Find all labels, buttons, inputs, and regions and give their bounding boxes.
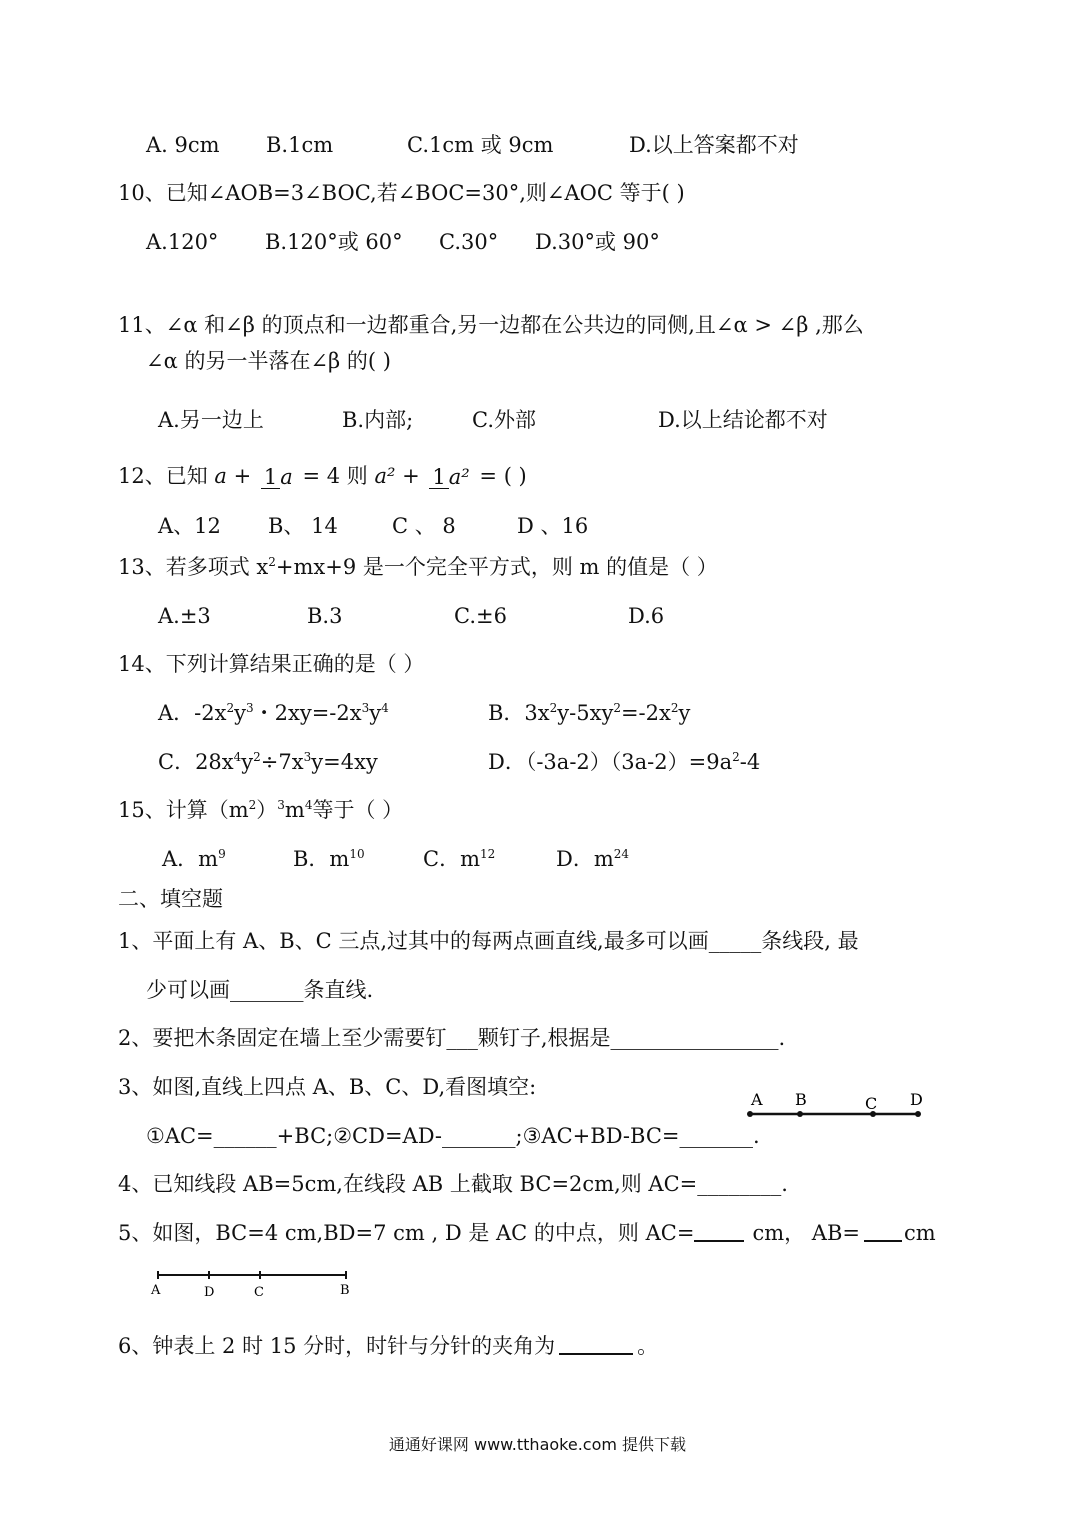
q10-option-d: D.30°或 90° bbox=[535, 230, 660, 254]
q13-option-a: A.±3 bbox=[158, 604, 211, 628]
q12-a2-plus: a² + bbox=[374, 464, 420, 488]
f3-point-d bbox=[915, 1111, 921, 1117]
q12-fraction-1: 1 a bbox=[261, 466, 293, 489]
q13-question: 13、若多项式 $x^2+mx+9$ 是一个完全平方式，则 m 的值是（ ） bbox=[118, 555, 718, 579]
q9-option-d: D.以上答案都不对 bbox=[629, 133, 799, 157]
q12-tail: = ( ) bbox=[479, 464, 527, 488]
q11-option-d: D.以上结论都不对 bbox=[658, 408, 828, 432]
f4-question: 4、已知线段 AB=5cm,在线段 AB 上截取 BC=2cm,则 AC=________. bbox=[118, 1172, 788, 1196]
f3-question-cont: ①AC=______+BC;②CD=AD-_______;③AC+BD-BC=_______. bbox=[146, 1124, 760, 1148]
q11-option-a: A.另一边上 bbox=[158, 408, 264, 432]
f5-label-b: B bbox=[340, 1283, 350, 1298]
q9-option-c: C.1cm 或 9cm bbox=[407, 133, 554, 157]
q15-option-b: B．$m^{10}$ bbox=[293, 847, 365, 871]
q14-option-d: D．$(-3a-2)(3a-2)=9a^2-4$ bbox=[488, 750, 761, 774]
f3-label-b: B bbox=[795, 1090, 807, 1109]
f5-label-c: C bbox=[254, 1285, 264, 1300]
f5-blank-ab[interactable] bbox=[864, 1220, 902, 1242]
q9-option-b: B.1cm bbox=[266, 133, 334, 157]
q13-option-b: B.3 bbox=[307, 604, 343, 628]
f3-point-b bbox=[797, 1111, 803, 1117]
q15-option-d: D．$m^{24}$ bbox=[556, 847, 630, 871]
page-footer: 通通好课网 www.tthaoke.com 提供下载 bbox=[388, 1435, 687, 1454]
q14-option-c: C．$28x^4y^2\div 7x^3y=4xy$ bbox=[158, 750, 378, 774]
section-title-fill-in: 二、填空题 bbox=[118, 887, 223, 911]
f6-blank[interactable] bbox=[559, 1333, 633, 1355]
q10-option-b: B.120°或 60° bbox=[265, 230, 403, 254]
q12-option-d: D 、16 bbox=[517, 514, 589, 538]
f5-question: 5、如图，BC=4 cm,BD=7 cm , D 是 AC 的中点，则 AC= cm， AB=cm bbox=[118, 1221, 936, 1245]
q10-option-c: C.30° bbox=[439, 230, 499, 254]
f3-line-figure bbox=[740, 1085, 930, 1125]
f5-label-d: D bbox=[204, 1285, 215, 1300]
q10-question: 10、已知∠AOB=3∠BOC,若∠BOC=30°,则∠AOC 等于( ) bbox=[118, 181, 685, 205]
q12-question bbox=[118, 450, 527, 502]
q11-option-c: C.外部 bbox=[472, 408, 536, 432]
q11-question-cont: ∠α 的另一半落在∠β 的( ) bbox=[146, 349, 391, 373]
q13-option-d: D.6 bbox=[628, 604, 665, 628]
f1-question-cont: 少可以画_______条直线. bbox=[146, 978, 374, 1002]
f1-question: 1、平面上有 A、B、C 三点,过其中的每两点画直线,最多可以画_____条线段, 最 bbox=[118, 929, 859, 953]
f3-point-a bbox=[747, 1111, 753, 1117]
f5-label-a: A bbox=[151, 1283, 161, 1298]
q11-question: 11、∠α 和∠β 的顶点和一边都重合,另一边都在公共边的同侧,且∠α > ∠β ,那么 bbox=[118, 313, 864, 337]
q14-option-b: B．$3x^2y-5xy^2=-2x^2y$ bbox=[488, 701, 691, 725]
q15-option-c: C．$m^{12}$ bbox=[423, 847, 496, 871]
f3-label-a: A bbox=[751, 1090, 763, 1109]
q12-eq4: = 4 则 bbox=[302, 464, 368, 488]
f2-question: 2、要把木条固定在墙上至少需要钉___颗钉子,根据是________________. bbox=[118, 1026, 786, 1050]
q9-option-a: A. 9cm bbox=[146, 133, 220, 157]
q14-question: 14、下列计算结果正确的是（ ） bbox=[118, 652, 425, 676]
q13-option-c: C.±6 bbox=[454, 604, 507, 628]
q12-fraction-2: 1 a² bbox=[429, 466, 469, 489]
f3-question: 3、如图,直线上四点 A、B、C、D,看图填空: bbox=[118, 1075, 537, 1099]
q12-option-b: B、 14 bbox=[268, 514, 338, 538]
f3-label-d: D bbox=[910, 1090, 923, 1109]
f5-blank-ac[interactable] bbox=[694, 1220, 744, 1242]
q14-option-a: A．$-2x^2y^3$・$2xy=-2x^3y^4$ bbox=[158, 701, 389, 725]
q12-prefix: 12、已知 bbox=[118, 464, 208, 488]
q15-option-a: A．$m^9$ bbox=[162, 847, 226, 871]
f5-line-figure bbox=[148, 1266, 358, 1302]
q10-option-a: A.120° bbox=[146, 230, 219, 254]
f6-question: 6、钟表上 2 时 15 分时，时针与分针的夹角为 。 bbox=[118, 1334, 659, 1358]
q11-option-b: B.内部; bbox=[342, 408, 414, 432]
q12-option-a: A、12 bbox=[158, 514, 221, 538]
q12-option-c: C 、 8 bbox=[392, 514, 456, 538]
f3-label-c: C bbox=[865, 1094, 878, 1113]
q15-question: 15、计算$(m^2)^3m^4$等于（ ） bbox=[118, 798, 404, 822]
q12-a-plus: a + bbox=[214, 464, 252, 488]
